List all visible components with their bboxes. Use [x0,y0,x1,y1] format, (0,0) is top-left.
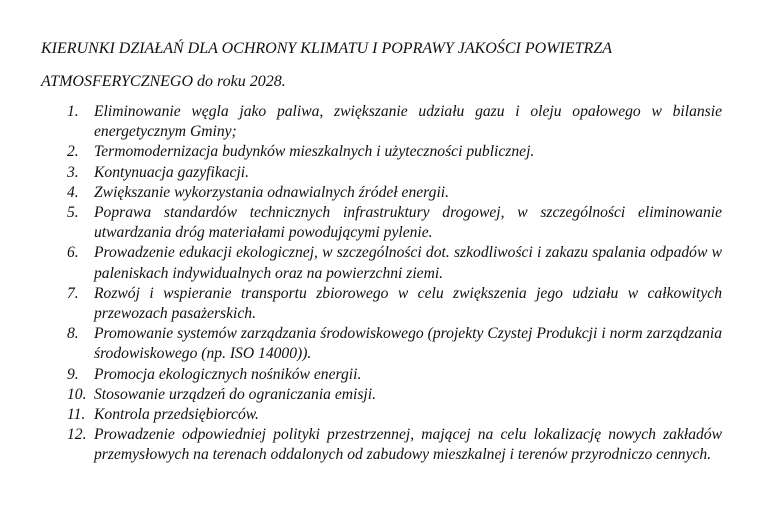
list-item-text: Eliminowanie węgla jako paliwa, zwiększanie udziału gazu i oleju opałowego w bilansie energetycznym Gminy; [94,103,722,141]
list-item-number: 8. [67,325,79,343]
list-item [67,163,722,183]
list-item-text: Kontrola przedsiębiorców. [94,406,259,424]
list-item-text: Promowanie systemów zarządzania środowiskowego (projekty Czystej Produkcji i norm zarządzania środowiskowego (np. ISO 14000)). [94,325,722,363]
list-item-number: 12. [67,426,87,444]
list-item [67,102,722,142]
action-list [67,102,722,466]
list-item-text: Stosowanie urządzeń do ograniczania emisji. [94,385,376,403]
list-item-number: 10. [67,385,87,403]
list-item [67,324,722,364]
list-item-number: 9. [67,365,79,383]
list-item-number: 2. [67,143,79,161]
list-item-text: Poprawa standardów technicznych infrastruktury drogowej, w szczególności eliminowanie utwardzania dróg materiałami powodującymi pylenie. [94,204,722,242]
list-item-text: Termomodernizacja budynków mieszkalnych i użyteczności publicznej. [94,143,535,161]
list-item [67,385,722,405]
list-item-text: Zwiększanie wykorzystania odnawialnych źródeł energii. [94,183,450,201]
document-title-line-1: KIERUNKI DZIAŁAŃ DLA OCHRONY KLIMATU I POPRAWY JAKOŚCI POWIETRZA [41,40,612,57]
list-item-number: 7. [67,284,79,302]
list-item [67,425,722,465]
list-item-number: 6. [67,244,79,262]
list-item-number: 5. [67,204,79,222]
list-item-text: Kontynuacja gazyfikacji. [94,163,250,181]
list-item-number: 4. [67,183,79,201]
list-item [67,243,722,283]
list-item [67,183,722,203]
list-item-text: Rozwój i wspieranie transportu zbiorowego w celu zwiększenia jego udziału w całkowitych przewozach pasażerskich. [94,284,722,323]
list-item-number: 3. [67,163,79,181]
list-item [67,142,722,162]
list-item-text: Promocja ekologicznych nośników energii. [94,365,362,383]
list-item [67,284,722,324]
list-item [67,365,722,385]
list-item [67,203,722,243]
list-item-text: Prowadzenie odpowiedniej polityki przestrzennej, mającej na celu lokalizację nowych zakładów przemysłowych na terenach oddalonych od zabudowy mieszkalnej i terenów przyrodniczo cennych. [94,426,722,464]
list-item-text: Prowadzenie edukacji ekologicznej, w szczególności dot. szkodliwości i zakazu spalania odpadów w paleniskach indywidualnych oraz na powierzchni ziemi. [94,244,722,282]
document-title-line-2: ATMOSFERYCZNEGO do roku 2028. [41,73,286,90]
list-item [67,405,722,425]
list-item-number: 11. [67,406,86,424]
list-item-number: 1. [67,103,79,120]
